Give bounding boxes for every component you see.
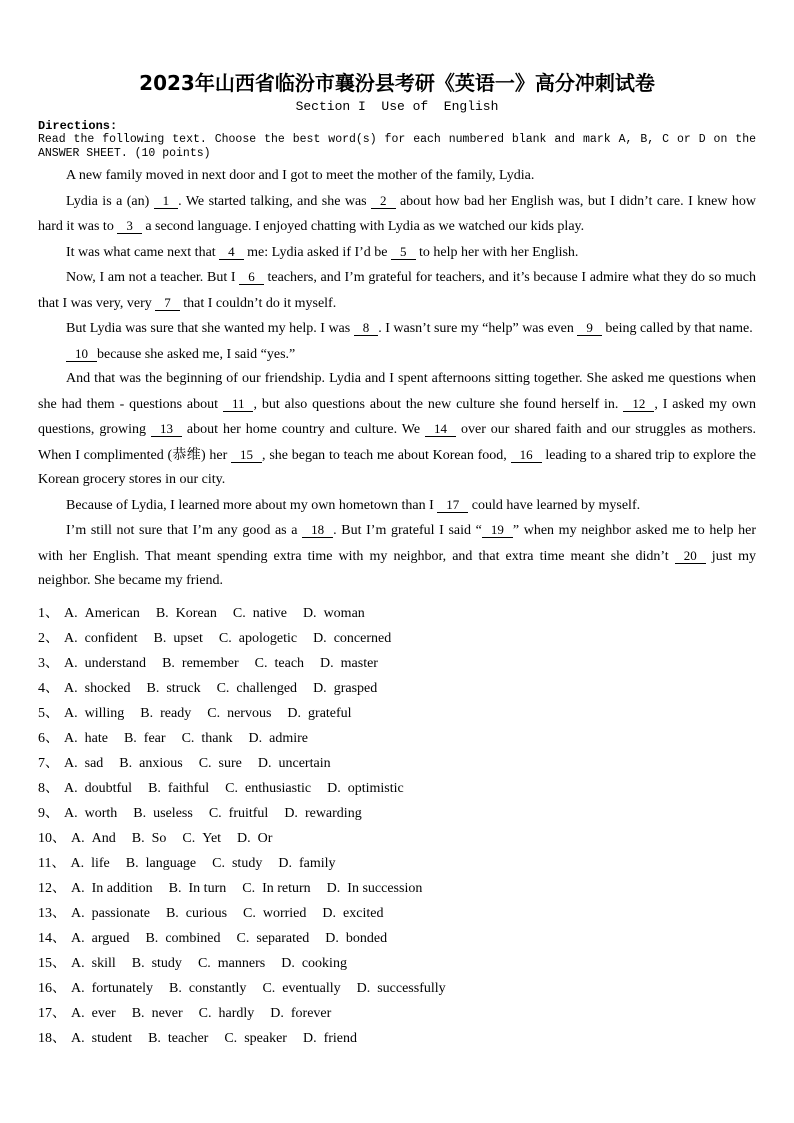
- option-letter: D.: [327, 780, 341, 796]
- option-letter: B.: [145, 930, 159, 946]
- question-9: [38, 801, 756, 826]
- option-letter: B.: [168, 880, 182, 896]
- option-c: [207, 706, 271, 721]
- option-letter: A.: [64, 780, 78, 796]
- option-letter: A.: [64, 730, 78, 746]
- option-d: [313, 681, 377, 696]
- option-b: [132, 956, 182, 971]
- option-a: [71, 831, 116, 846]
- option-text: grasped: [333, 680, 378, 696]
- option-b: [148, 1031, 208, 1046]
- option-letter: C.: [181, 730, 195, 746]
- blank-20: 20: [675, 548, 706, 564]
- option-d: [325, 931, 387, 946]
- option-text: doubtful: [84, 780, 133, 796]
- question-16: [38, 976, 756, 1001]
- option-b: [133, 806, 193, 821]
- option-text: concerned: [333, 630, 392, 646]
- question-6: [38, 726, 756, 751]
- option-text: optimistic: [347, 780, 404, 796]
- option-text: In addition: [91, 880, 153, 896]
- option-d: [270, 1006, 331, 1021]
- option-text: argued: [91, 930, 130, 946]
- question-number: 17、: [38, 1005, 66, 1021]
- option-letter: B.: [148, 780, 161, 796]
- option-b: [132, 1006, 183, 1021]
- option-text: fruitful: [228, 805, 269, 821]
- question-number: 1、: [38, 605, 59, 621]
- question-4: [38, 676, 756, 701]
- option-d: [287, 706, 351, 721]
- option-c: [199, 1006, 255, 1021]
- option-text: combined: [165, 930, 221, 946]
- option-d: [281, 956, 347, 971]
- passage-paragraph: It was what came next that 4 me: Lydia asked if I’d be 5 to help her with her English.: [66, 243, 579, 260]
- option-letter: B.: [155, 605, 169, 621]
- option-letter: C.: [182, 830, 196, 846]
- option-text: family: [298, 855, 336, 871]
- question-15: [38, 951, 756, 976]
- blank-12: 12: [623, 396, 654, 412]
- option-text: admire: [269, 730, 309, 746]
- option-letter: A.: [64, 805, 78, 821]
- option-letter: D.: [281, 955, 295, 971]
- option-letter: A.: [70, 855, 85, 871]
- option-letter: C.: [197, 955, 211, 971]
- option-text: life: [91, 855, 110, 871]
- option-letter: A.: [64, 630, 78, 646]
- section-heading: Section I Use of English: [295, 99, 499, 114]
- blank-8: 8: [354, 320, 379, 336]
- option-letter: D.: [278, 855, 292, 871]
- option-d: [249, 731, 309, 746]
- option-letter: A.: [64, 605, 78, 621]
- question-13: [38, 901, 756, 926]
- option-letter: B.: [140, 705, 154, 721]
- option-letter: D.: [325, 930, 339, 946]
- question-2: [38, 626, 756, 651]
- directions-text: Read the following text. Choose the best word(s) for each numbered blank and mark A, B, C or D on the ANSWER SHEET. (10 points): [38, 133, 756, 160]
- option-text: bonded: [345, 930, 388, 946]
- option-c: [182, 731, 233, 746]
- passage-paragraph: Now, I am not a teacher. But I 6 teachers, and I’m grateful for teachers, and it’s because I admire what they do so much that I was very, very 7 that I couldn’t do it myself.: [38, 269, 756, 311]
- option-text: constantly: [188, 980, 247, 996]
- question-3: [38, 651, 756, 676]
- passage-paragraph: A new family moved in next door and I got to meet the mother of the family, Lydia.: [66, 168, 535, 183]
- option-letter: A.: [71, 980, 85, 996]
- option-letter: C.: [243, 905, 256, 921]
- option-text: thank: [201, 730, 233, 746]
- option-b: [169, 881, 227, 896]
- option-c: [209, 806, 269, 821]
- blank-7: 7: [155, 295, 180, 311]
- option-text: useless: [153, 805, 193, 821]
- option-d: [327, 781, 404, 796]
- option-d: [313, 631, 391, 646]
- question-number: 3、: [38, 655, 59, 671]
- option-letter: C.: [236, 930, 250, 946]
- option-letter: B.: [119, 755, 133, 771]
- question-5: [38, 701, 756, 726]
- blank-16: 16: [511, 447, 542, 463]
- blank-2: 2: [371, 193, 396, 209]
- option-text: worth: [84, 805, 118, 821]
- option-text: challenged: [236, 680, 298, 696]
- option-letter: C.: [242, 880, 256, 896]
- option-text: ever: [91, 1005, 116, 1021]
- option-letter: D.: [284, 805, 298, 821]
- question-number: 2、: [38, 630, 59, 646]
- option-text: willing: [84, 705, 125, 721]
- question-number: 15、: [38, 955, 66, 971]
- option-text: Yet: [202, 830, 222, 846]
- option-text: successfully: [377, 980, 446, 996]
- passage-paragraph: Lydia is a (an) 1 . We started talking, and she was 2 about how bad her English was, but I didn’t care. I knew how hard it was to 3 a second language. I enjoyed chatting with Lydia as we watched our kids play.: [38, 192, 757, 234]
- option-letter: B.: [131, 955, 145, 971]
- option-text: native: [252, 605, 287, 621]
- option-a: [64, 631, 138, 646]
- option-d: [278, 856, 335, 871]
- option-letter: C.: [232, 605, 246, 621]
- option-letter: A.: [71, 930, 85, 946]
- option-a: [71, 981, 153, 996]
- blank-9: 9: [577, 320, 602, 336]
- option-letter: D.: [270, 1005, 284, 1021]
- option-c: [233, 606, 287, 621]
- question-number: 5、: [38, 705, 59, 721]
- blank-13: 13: [151, 421, 182, 437]
- option-letter: C.: [198, 755, 212, 771]
- option-b: [162, 656, 239, 671]
- option-text: sure: [218, 755, 242, 771]
- question-17: [38, 1001, 756, 1026]
- option-text: teach: [274, 655, 305, 671]
- option-letter: D.: [313, 680, 327, 696]
- option-letter: A.: [71, 880, 85, 896]
- option-letter: C.: [216, 680, 230, 696]
- blank-6: 6: [239, 269, 264, 285]
- option-text: hardly: [218, 1005, 255, 1021]
- option-a: [71, 1031, 132, 1046]
- option-c: [262, 981, 340, 996]
- option-letter: C.: [224, 1030, 238, 1046]
- option-text: anxious: [139, 755, 183, 771]
- option-c: [198, 956, 265, 971]
- directions: [38, 119, 756, 160]
- option-text: separated: [256, 930, 310, 946]
- option-text: curious: [185, 905, 228, 921]
- question-number: 16、: [38, 980, 66, 996]
- option-a: [64, 806, 117, 821]
- option-d: [320, 656, 378, 671]
- option-c: [237, 931, 310, 946]
- blank-10: 10: [66, 346, 97, 362]
- option-letter: B.: [148, 1030, 161, 1046]
- option-c: [212, 856, 262, 871]
- option-letter: C.: [262, 980, 276, 996]
- option-letter: C.: [212, 855, 225, 871]
- option-text: never: [151, 1005, 183, 1021]
- option-letter: B.: [146, 680, 160, 696]
- blank-4: 4: [219, 244, 244, 260]
- question-1: [38, 601, 756, 626]
- option-text: confident: [84, 630, 138, 646]
- option-c: [255, 656, 304, 671]
- option-text: woman: [323, 605, 365, 621]
- option-letter: D.: [302, 605, 317, 621]
- page-title: 2023年山西省临汾市襄汾县考研《英语一》高分冲刺试卷: [139, 71, 655, 95]
- option-text: faithful: [167, 780, 210, 796]
- option-d: [327, 881, 423, 896]
- option-text: fortunately: [91, 980, 154, 996]
- option-letter: C.: [207, 705, 221, 721]
- option-b: [166, 906, 227, 921]
- option-text: apologetic: [238, 630, 298, 646]
- option-d: [357, 981, 446, 996]
- option-text: struck: [166, 680, 201, 696]
- option-letter: A.: [71, 955, 85, 971]
- option-d: [303, 1031, 357, 1046]
- option-text: In turn: [188, 880, 227, 896]
- option-text: teacher: [167, 1030, 209, 1046]
- option-text: So: [151, 830, 167, 846]
- option-text: manners: [217, 955, 266, 971]
- option-a: [64, 731, 108, 746]
- passage-paragraph: But Lydia was sure that she wanted my help. I was 8 . I wasn’t sure my “help” was even 9 being called by that name.: [66, 320, 753, 336]
- option-letter: A.: [71, 830, 85, 846]
- question-number: 7、: [38, 755, 59, 771]
- option-text: upset: [173, 630, 203, 646]
- question-number: 6、: [38, 730, 59, 746]
- directions-label: Directions:: [38, 119, 118, 133]
- option-text: speaker: [244, 1030, 287, 1046]
- option-text: American: [84, 605, 140, 621]
- option-text: grateful: [308, 705, 352, 721]
- option-c: [217, 681, 297, 696]
- option-text: eventually: [282, 980, 341, 996]
- option-b: [169, 981, 246, 996]
- option-a: [71, 956, 116, 971]
- option-b: [140, 706, 191, 721]
- option-a: [71, 906, 150, 921]
- option-text: passionate: [91, 905, 150, 921]
- option-d: [322, 906, 383, 921]
- question-number: 11、: [38, 855, 66, 871]
- option-letter: D.: [248, 730, 263, 746]
- passage-paragraph: 10 because she asked me, I said “yes.”: [38, 342, 756, 368]
- option-letter: D.: [237, 830, 251, 846]
- option-c: [225, 781, 311, 796]
- option-text: language: [145, 855, 197, 871]
- option-a: [71, 931, 129, 946]
- option-letter: C.: [254, 655, 268, 671]
- option-a: [70, 856, 109, 871]
- option-text: master: [340, 655, 378, 671]
- blank-1: 1: [154, 193, 179, 209]
- option-letter: A.: [64, 680, 78, 696]
- option-letter: D.: [320, 655, 334, 671]
- option-text: uncertain: [278, 755, 331, 771]
- option-d: [303, 606, 365, 621]
- question-number: 13、: [38, 905, 66, 921]
- option-c: [242, 881, 310, 896]
- option-text: worried: [262, 905, 307, 921]
- option-text: forever: [290, 1005, 332, 1021]
- blank-15: 15: [231, 447, 262, 463]
- option-a: [71, 881, 153, 896]
- option-b: [147, 681, 201, 696]
- question-number: 18、: [38, 1030, 66, 1046]
- option-letter: B.: [131, 1005, 145, 1021]
- option-letter: B.: [169, 980, 182, 996]
- option-text: Korean: [175, 605, 217, 621]
- option-letter: D.: [287, 705, 302, 721]
- option-text: understand: [84, 655, 147, 671]
- option-b: [119, 756, 182, 771]
- option-letter: A.: [64, 755, 78, 771]
- option-a: [64, 781, 132, 796]
- option-b: [132, 831, 167, 846]
- blank-14: 14: [425, 421, 456, 437]
- question-number: 12、: [38, 880, 66, 896]
- option-c: [224, 1031, 287, 1046]
- question-number: 10、: [38, 830, 66, 846]
- option-a: [64, 706, 124, 721]
- option-text: study: [151, 955, 182, 971]
- blank-19: 19: [482, 522, 513, 538]
- option-a: [71, 1006, 116, 1021]
- option-text: student: [91, 1030, 133, 1046]
- option-letter: C.: [208, 805, 222, 821]
- option-text: ready: [160, 705, 192, 721]
- option-c: [219, 631, 297, 646]
- option-letter: C.: [225, 780, 238, 796]
- option-a: [64, 756, 103, 771]
- question-18: [38, 1026, 756, 1051]
- option-text: Or: [257, 830, 273, 846]
- question-14: [38, 926, 756, 951]
- option-c: [182, 831, 221, 846]
- blank-18: 18: [302, 522, 333, 538]
- option-a: [64, 656, 146, 671]
- passage-paragraph: And that was the beginning of our friendship. Lydia and I spent afternoons sitting together. She asked me questions when she had them - questions about 11 , but also questions about the new culture she found herself in. 12 , I asked my own questions, growing 13 about her home country and culture. We 14 over our shared faith and our struggles as mothers. When I complimented (恭维) her 15 , she began to teach me about Korean food, 16 leading to a shared trip to explore the Korean grocery stores in our city.: [38, 371, 756, 487]
- option-text: shocked: [84, 680, 131, 696]
- option-letter: D.: [322, 905, 337, 921]
- passage-paragraph: I’m still not sure that I’m any good as a 18 . But I’m grateful I said “ 19 ” when my neighbor asked me to help her with her English. That meant spending extra time with my neighbor, and that extra time meant she didn’t 20 just my neighbor. She became my friend.: [38, 522, 757, 588]
- option-d: [258, 756, 331, 771]
- option-text: excited: [343, 905, 384, 921]
- option-b: [154, 631, 203, 646]
- option-letter: C.: [218, 630, 232, 646]
- option-letter: D.: [257, 755, 272, 771]
- option-letter: B.: [123, 730, 137, 746]
- passage-paragraph: Because of Lydia, I learned more about my own hometown than I 17 could have learned by myself.: [66, 496, 641, 513]
- blank-5: 5: [391, 244, 416, 260]
- option-letter: A.: [71, 905, 85, 921]
- option-letter: A.: [71, 1030, 85, 1046]
- option-text: sad: [84, 755, 104, 771]
- option-letter: B.: [133, 805, 147, 821]
- option-letter: A.: [71, 1005, 85, 1021]
- option-b: [126, 856, 196, 871]
- option-letter: B.: [131, 830, 145, 846]
- option-letter: B.: [162, 655, 175, 671]
- blank-3: 3: [117, 218, 142, 234]
- option-letter: B.: [153, 630, 167, 646]
- option-letter: D.: [326, 880, 341, 896]
- option-b: [145, 931, 220, 946]
- option-text: study: [231, 855, 263, 871]
- option-letter: A.: [64, 705, 78, 721]
- option-text: enthusiastic: [244, 780, 312, 796]
- option-a: [64, 681, 131, 696]
- question-12: [38, 876, 756, 901]
- option-text: In return: [262, 880, 311, 896]
- option-letter: D.: [313, 630, 327, 646]
- option-text: And: [91, 830, 116, 846]
- passage: [38, 164, 756, 594]
- option-text: cooking: [301, 955, 347, 971]
- option-text: friend: [323, 1030, 358, 1046]
- option-text: fear: [143, 730, 166, 746]
- option-b: [124, 731, 166, 746]
- option-text: remember: [181, 655, 239, 671]
- option-letter: D.: [302, 1030, 317, 1046]
- option-d: [237, 831, 272, 846]
- option-text: rewarding: [304, 805, 362, 821]
- question-number: 8、: [38, 780, 59, 796]
- question-number: 4、: [38, 680, 59, 696]
- question-11: [38, 851, 756, 876]
- option-b: [156, 606, 217, 621]
- option-letter: B.: [165, 905, 179, 921]
- option-d: [284, 806, 361, 821]
- question-7: [38, 751, 756, 776]
- question-number: 9、: [38, 805, 59, 821]
- question-8: [38, 776, 756, 801]
- question-list: [38, 601, 756, 1051]
- question-10: [38, 826, 756, 851]
- option-letter: A.: [64, 655, 78, 671]
- option-text: nervous: [227, 705, 272, 721]
- question-number: 14、: [38, 930, 66, 946]
- option-b: [148, 781, 209, 796]
- blank-17: 17: [437, 497, 468, 513]
- option-letter: B.: [125, 855, 139, 871]
- option-letter: C.: [198, 1005, 212, 1021]
- option-text: In succession: [347, 880, 423, 896]
- option-text: skill: [91, 955, 116, 971]
- option-c: [243, 906, 306, 921]
- option-a: [64, 606, 140, 621]
- blank-11: 11: [223, 396, 254, 412]
- option-text: hate: [84, 730, 108, 746]
- option-letter: D.: [356, 980, 371, 996]
- option-c: [199, 756, 242, 771]
